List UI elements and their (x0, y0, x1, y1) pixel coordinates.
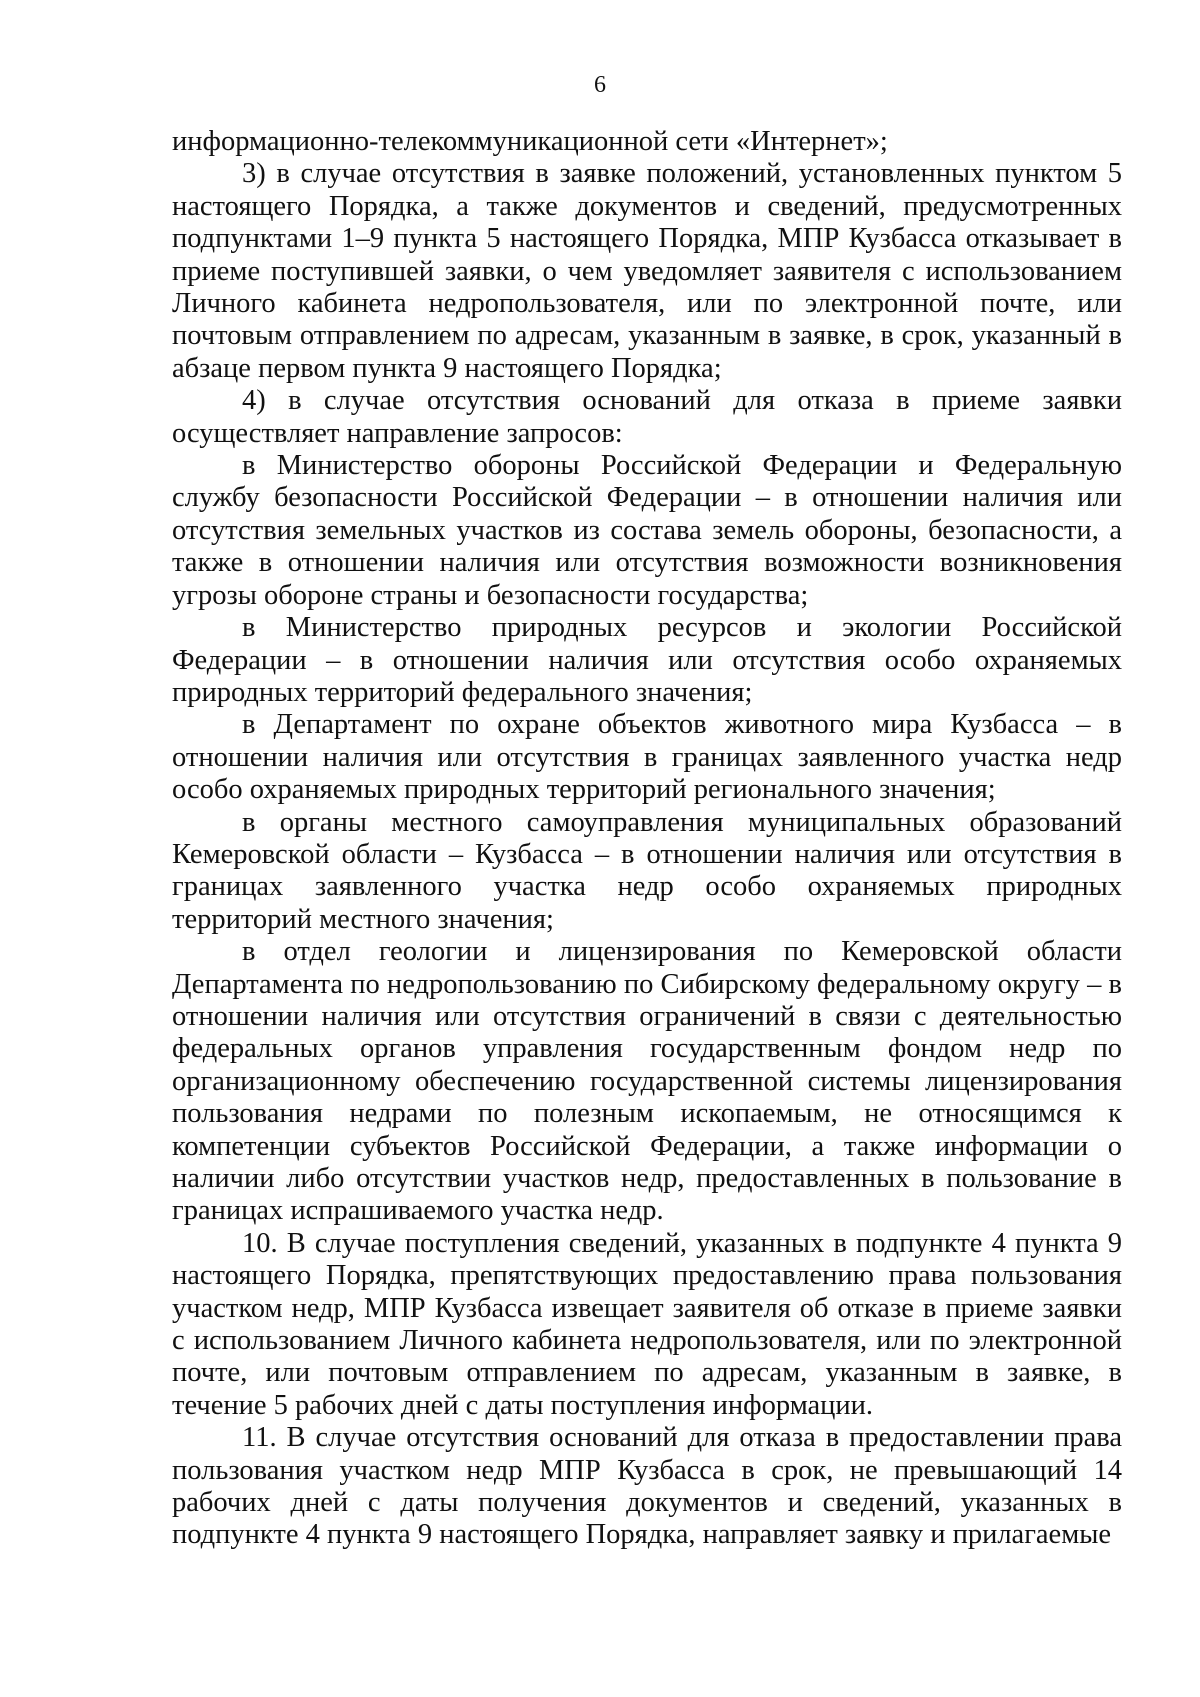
paragraph-clause-11: 11. В случае отсутствия оснований для отказа в предоставлении права пользования участком недр МПР Кузбасса в срок, не превышающий 14 рабочих дней с даты получения документов и сведений, указанных в подпункте 4 пункта 9 настоящего Порядка, направляет заявку и прилагаемые (172, 1422, 1122, 1551)
document-body (172, 126, 1122, 1552)
paragraph-request-natural-resources: в Министерство природных ресурсов и экологии Российской Федерации – в отношении наличия или отсутствия особо охраняемых природных территорий федерального значения; (172, 612, 1122, 708)
paragraph-clause-10: 10. В случае поступления сведений, указанных в подпункте 4 пункта 9 настоящего Порядка, препятствующих предоставлению права пользования участком недр, МПР Кузбасса извещает заявителя об отказе в приеме заявки с использованием Личного кабинета недропользователя, или по электронной почте, или почтовым отправлением по адресам, указанным в заявке, в течение 5 рабочих дней с даты поступления информации. (172, 1227, 1122, 1421)
paragraph-item-3: 3) в случае отсутствия в заявке положений, установленных пунктом 5 настоящего Порядка, а также документов и сведений, предусмотренных подпунктами 1–9 пункта 5 настоящего Порядка, МПР Кузбасса отказывает в приеме поступившей заявки, о чем уведомляет заявителя с использованием Личного кабинета недропользователя, или по электронной почте, или почтовым отправлением по адресам, указанным в заявке, в срок, указанный в абзаце первом пункта 9 настоящего Порядка; (172, 158, 1122, 384)
page-number: 6 (594, 72, 606, 98)
paragraph-request-geology-licensing: в отдел геологии и лицензирования по Кемеровской области Департамента по недропользованию по Сибирскому федеральному округу – в отношении наличия или отсутствия ограничений в связи с деятельностью федеральных органов управления государственным фондом недр по организационному обеспечению государственной системы лицензирования пользования недрами по полезным ископаемым, не относящимся к компетенции субъектов Российской Федерации, а также информации о наличии либо отсутствии участков недр, предоставленных в пользование в границах испрашиваемого участка недр. (172, 936, 1122, 1227)
paragraph-continuation: информационно-телекоммуникационной сети «Интернет»; (172, 126, 888, 157)
paragraph-request-local-government: в органы местного самоуправления муниципальных образований Кемеровской области – Кузбасса – в отношении наличия или отсутствия в границах заявленного участка недр особо охраняемых природных территорий местного значения; (172, 806, 1122, 935)
paragraph-item-4: 4) в случае отсутствия оснований для отказа в приеме заявки осуществляет направление запросов: (172, 385, 1122, 449)
paragraph-request-defense-security: в Министерство обороны Российской Федерации и Федеральную службу безопасности Российской Федерации – в отношении наличия или отсутствия земельных участков из состава земель обороны, безопасности, а также в отношении наличия или отсутствия возможности возникновения угрозы обороне страны и безопасности государства; (172, 450, 1122, 611)
paragraph-request-wildlife-department: в Департамент по охране объектов животного мира Кузбасса – в отношении наличия или отсутствия в границах заявленного участка недр особо охраняемых природных территорий регионального значения; (172, 709, 1122, 806)
